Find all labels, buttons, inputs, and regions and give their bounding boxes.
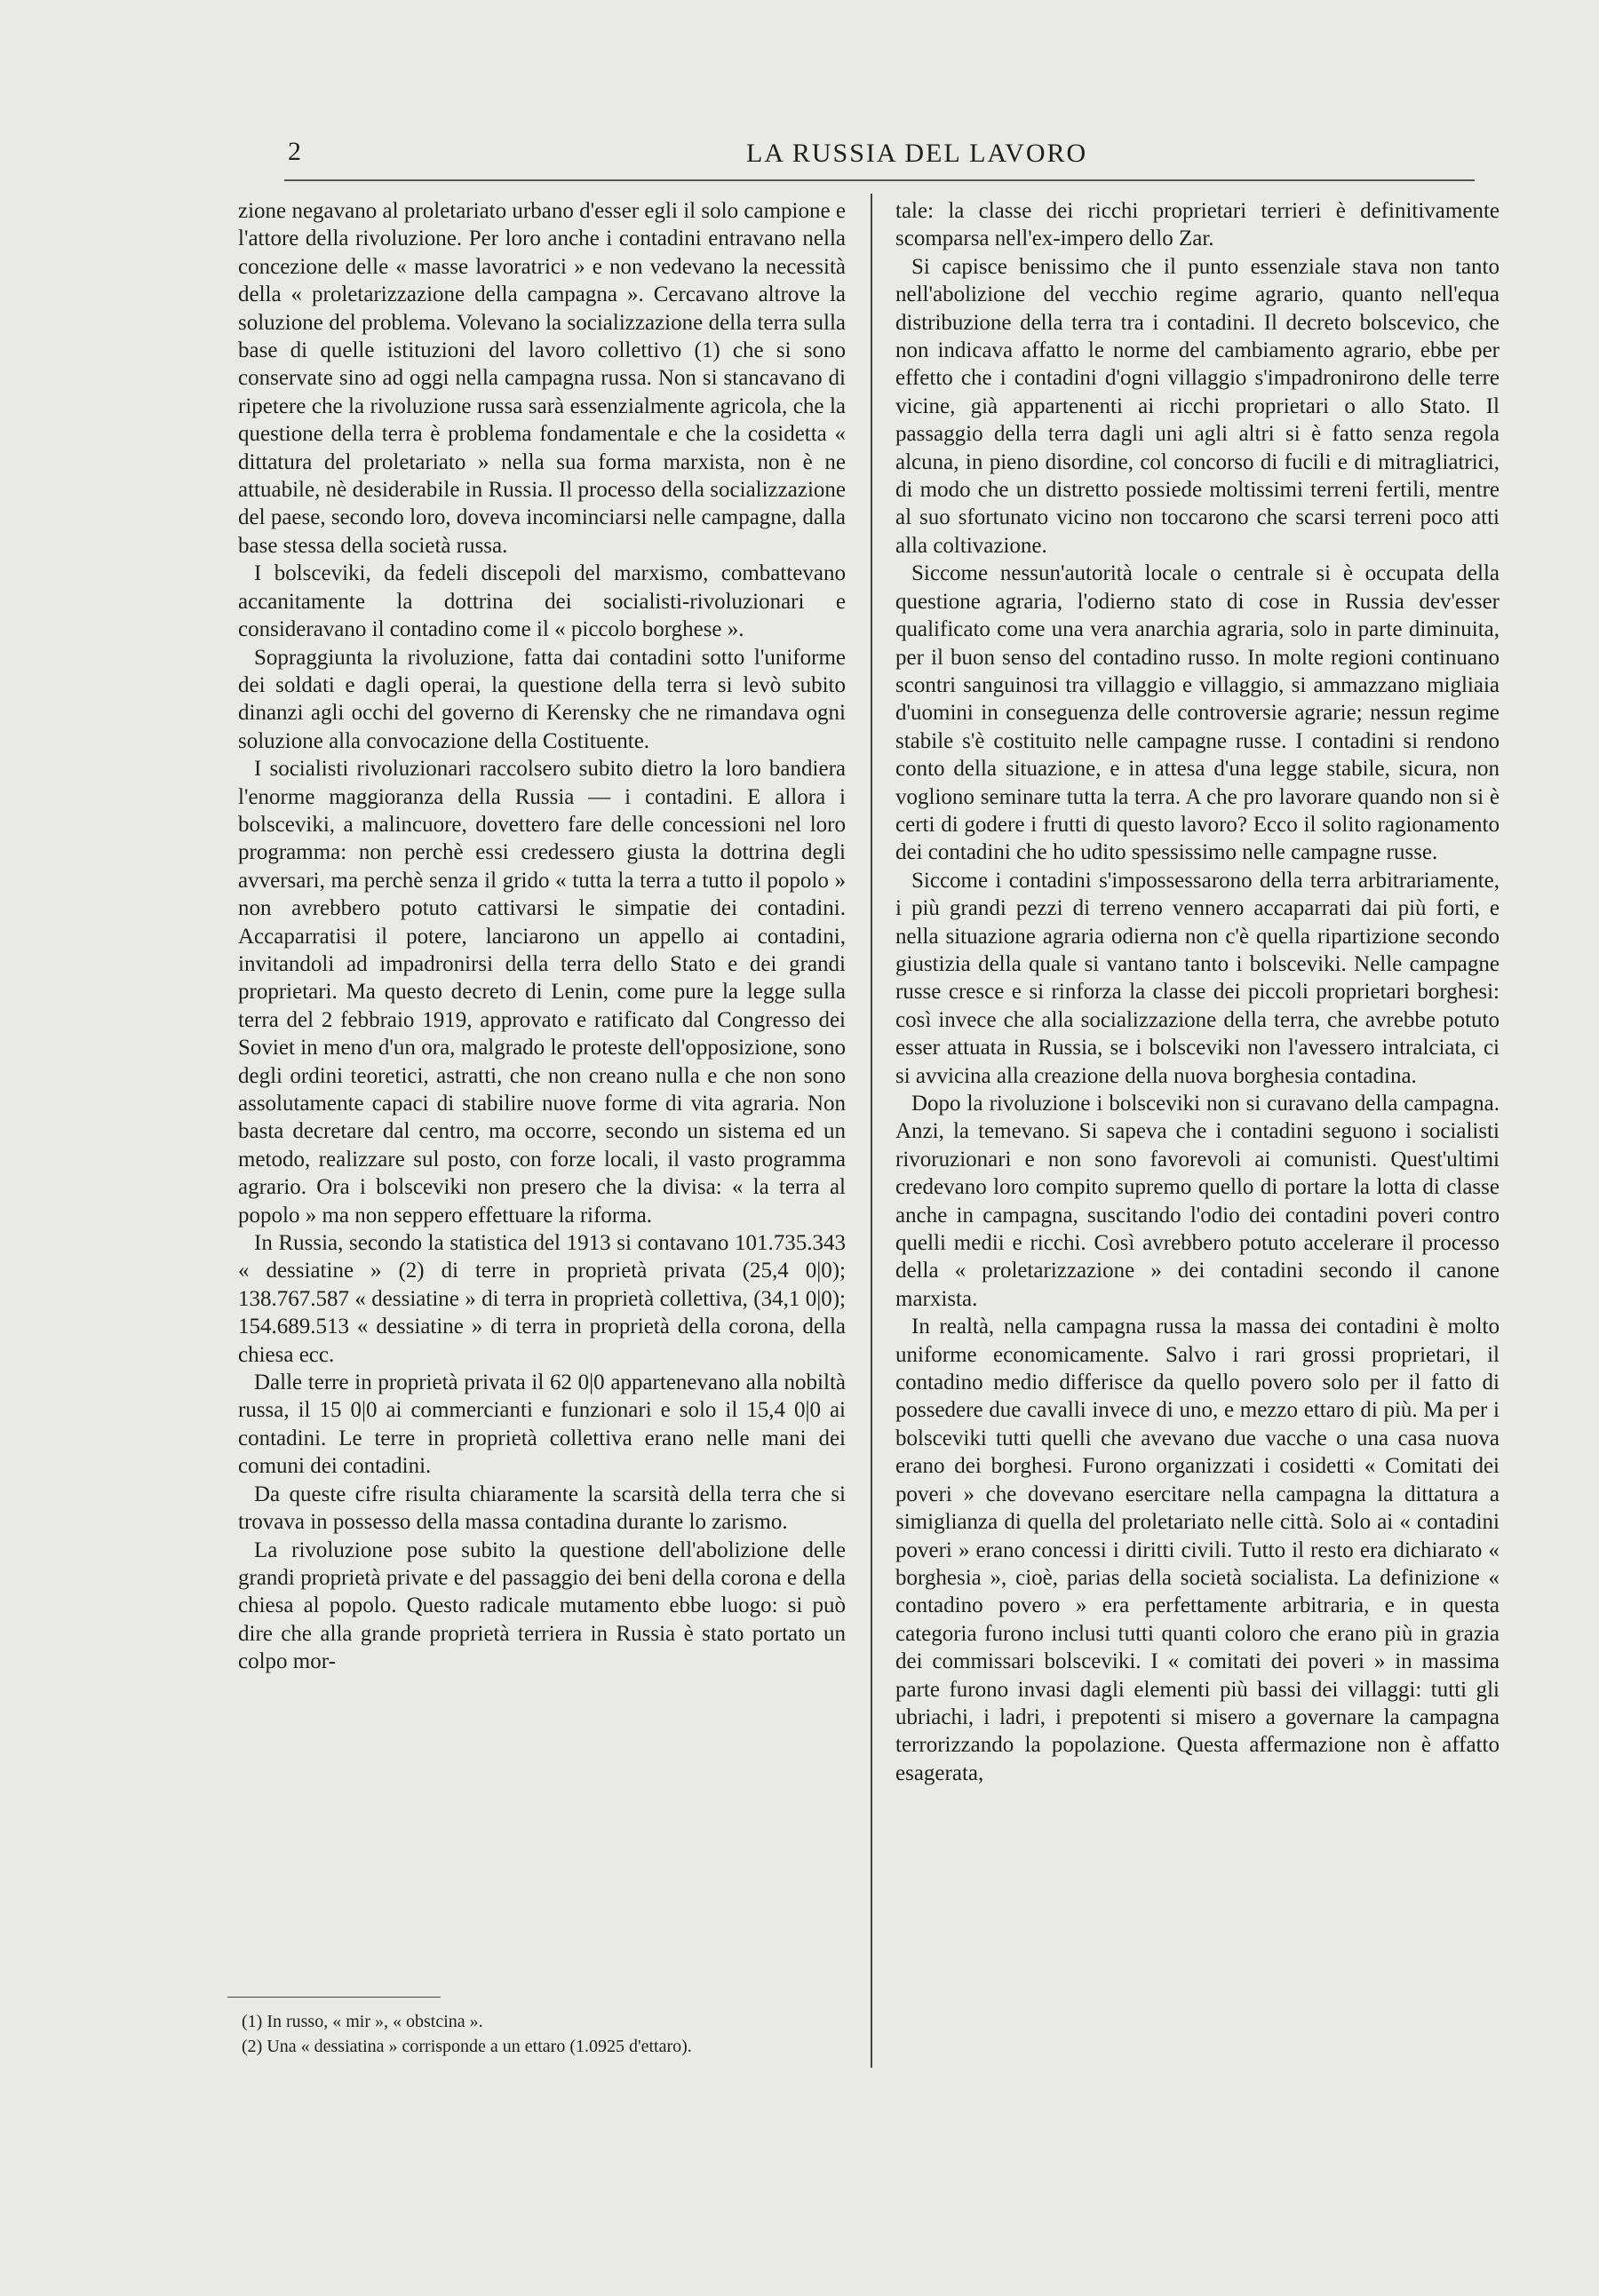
- right-column: [895, 197, 1500, 1787]
- paragraph: La rivoluzione pose subito la questione dell'abolizione delle grandi proprietà private e del passaggio dei beni della corona e della chiesa al popolo. Questo radicale mutamento ebbe luogo: si può dire che alla grande proprietà terriera in Russia è stato portato un colpo mor-: [238, 1537, 846, 1674]
- running-title: LA RUSSIA DEL LAVORO: [746, 139, 1088, 168]
- column-divider: [871, 194, 872, 2068]
- paragraph: Siccome i contadini s'impossessarono della terra arbitrariamente, i più grandi pezzi di terreno vennero accaparrati dai più forti, e nella situazione agraria odierna non c'è quella ripartizione secondo giustizia della quale si vantano tanto i bolsceviki. Nelle campagne russe cresce e si rinforza la classe dei piccoli proprietari borghesi: così invece che alla socializzazione della terra, che avrebbe potuto esser attuata in Russia, se i bolsceviki non l'avessero intralciata, ci si avvicina alla creazione della nuova borghesia contadina.: [895, 868, 1500, 1088]
- paragraph: In realtà, nella campagna russa la massa dei contadini è molto uniforme economicamente. Salvo i rari grossi proprietari, il contadino medio differisce da quello povero solo per il fatto di possedere due cavalli invece di uno, e mezzo ettaro di più. Ma per i bolsceviki tutti quelli che avevano due vacche o una casa nuova erano dei borghesi. Furono organizzati i cosidetti « Comitati dei poveri » che dovevano esercitare nella campagna la dittatura a simiglianza di quella del proletariato nelle città. Solo ai « contadini poveri » erano concessi i diritti civili. Tutto il resto era dichiarato « borghesia », cioè, parias della società socialista. La definizione « contadino povero » era perfettamente arbitraria, e in questa categoria furono inclusi tutti quanti coloro che erano più in grazia dei commissari bolsceviki. I « comitati dei poveri » in massima parte furono invasi dagli elementi più bassi dei villaggi: tutti gli ubriachi, i ladri, i prepotenti si misero a governare la campagna terrorizzando la popolazione. Questa affermazione non è affatto esagerata,: [895, 1315, 1500, 1785]
- paragraph: Siccome nessun'autorità locale o centrale si è occupata della questione agraria, l'odierno stato di cose in Russia dev'esser qualificato come una vera anarchia agraria, solo in parte diminuita, per il buon senso del contadino russo. In molte regioni continuano scontri sanguinosi tra villaggio e villaggio, si ammazzano migliaia d'uomini in conseguenza delle controversie agrarie; nessun regime stabile s'è costituito nelle campagne russe. I contadini si rendono conto della situazione, e in attesa d'una legge stabile, sicura, non vogliono seminare tutta la terra. A che pro lavorare quando non si è certi di godere i frutti di questo lavoro? Ecco il solito ragionamento dei contadini che ho udito spessissimo nelle campagne russe.: [895, 561, 1500, 865]
- paragraph: I bolsceviki, da fedeli discepoli del marxismo, combattevano accanitamente la dottrina dei socialisti-rivoluzionari e consideravano il contadino come il « piccolo borghese ».: [238, 561, 846, 642]
- footnote: (2) Una « dessiatina » corrisponde a un ettaro (1.0925 d'ettaro).: [242, 2037, 692, 2056]
- paragraph: I socialisti rivoluzionari raccolsero subito dietro la loro bandiera l'enorme maggioranza della Russia — i contadini. E allora i bolsceviki, a malincuore, dovettero fare delle concessioni nel loro programma: non perchè essi credessero giusta la dottrina degli avversari, ma perchè senza il grido « tutta la terra a tutto il popolo » non avrebbero potuto cattivarsi le simpatie dei contadini. Accaparratisi il potere, lanciarono un appello ai contadini, invitandoli ad impadronirsi della terra dello Stato e dei grandi proprietari. Ma questo decreto di Lenin, come pure la legge sulla terra del 2 febbraio 1919, approvato e ratificato dal Congresso dei Soviet in meno d'un ora, malgrado le proteste dell'opposizione, sono degli ordini teoretici, astratti, che non creano nulla e che non sono assolutamente capaci di stabilire nuove forme di vita agraria. Non basta decretare dal centro, ma occorre, secondo un sistema ed un metodo, realizzare sul posto, con forze locali, il vasto programma agrario. Ora i bolsceviki non presero che la divisa: « la terra al popolo » ma non seppero effettuare la riforma.: [238, 757, 846, 1227]
- paragraph: Da queste cifre risulta chiaramente la scarsità della terra che si trovava in possesso della massa contadina durante lo zarismo.: [238, 1482, 846, 1535]
- page-number: 2: [288, 137, 301, 166]
- paragraph: Si capisce benissimo che il punto essenziale stava non tanto nell'abolizione del vecchio regime agrario, quanto nell'equa distribuzione della terra tra i contadini. Il decreto bolscevico, che non indicava affatto le norme del cambiamento agrario, ebbe per effetto che i contadini d'ogni villaggio s'impadronirono delle terre vicine, già appartenenti ai ricchi proprietari o allo Stato. Il passaggio della terra dagli uni agli altri si è fatto senza regola alcuna, in pieno disordine, col concorso di fucili e di mitragliatrici, di modo che un distretto possiede moltissimi terreni fertili, mentre al suo sfortunato vicino non toccarono che scarsi terreni poco atti alla coltivazione.: [895, 254, 1500, 558]
- footnotes: [242, 2009, 855, 2059]
- left-column: [238, 197, 846, 1676]
- paragraph: Dalle terre in proprietà privata il 62 0|0 appartenevano alla nobiltà russa, il 15 0|0 ai commercianti e funzionari e solo il 15,4 0|0 ai contadini. Le terre in proprietà collettiva erano nelle mani dei comuni dei contadini.: [238, 1370, 846, 1479]
- footnote-rule: [227, 1997, 441, 1998]
- paragraph: Dopo la rivoluzione i bolsceviki non si curavano della campagna. Anzi, la temevano. Si sapeva che i contadini seguono i socialisti rivoruzionari e non sono favorevoli ai comunisti. Quest'ultimi credevano loro compito supremo quello di portare la lotta di classe anche in campagna, suscitando l'odio dei contadini poveri contro quelli medii e ricchi. Così avrebbero potuto accelerare il processo della « proletarizzazione » dei contadini secondo il canone marxista.: [895, 1092, 1500, 1311]
- paragraph: Sopraggiunta la rivoluzione, fatta dai contadini sotto l'uniforme dei soldati e dagli operai, la questione della terra si levò subito dinanzi agli occhi del governo di Kerensky che ne rimandava ogni soluzione alla convocazione della Costituente.: [238, 645, 846, 753]
- page-header: [284, 133, 1475, 181]
- paragraph: In Russia, secondo la statistica del 1913 si contavano 101.735.343 « dessiatine » (2) di terre in proprietà privata (25,4 0|0); 138.767.587 « dessiatine » di terra in proprietà collettiva, (34,1 0|0); 154.689.513 « dessiatine » di terra in proprietà della corona, della chiesa ecc.: [238, 1231, 846, 1367]
- paragraph: zione negavano al proletariato urbano d'esser egli il solo campione e l'attore della rivoluzione. Per loro anche i contadini entravano nella concezione delle « masse lavoratrici » e non vedevano la necessità della « proletarizzazione della campagna ». Cercavano altrove la soluzione del problema. Volevano la socializzazione della terra sulla base di quelle istituzioni del lavoro collettivo (1) che si sono conservate sino ad oggi nella campagna russa. Non si stancavano di ripetere che la rivoluzione russa sarà essenzialmente agricola, che la questione della terra è problema fondamentale e che la cosidetta « dittatura del proletariato » nella sua forma marxista, non è ne attuabile, nè desiderabile in Russia. Il processo della socializzazione del paese, secondo loro, doveva incominciarsi nelle campagne, dalla base stessa della società russa.: [238, 199, 846, 558]
- footnote: (1) In russo, « mir », « obstcina ».: [242, 2012, 483, 2031]
- paragraph: tale: la classe dei ricchi proprietari terrieri è definitivamente scomparsa nell'ex-impero dello Zar.: [895, 199, 1500, 251]
